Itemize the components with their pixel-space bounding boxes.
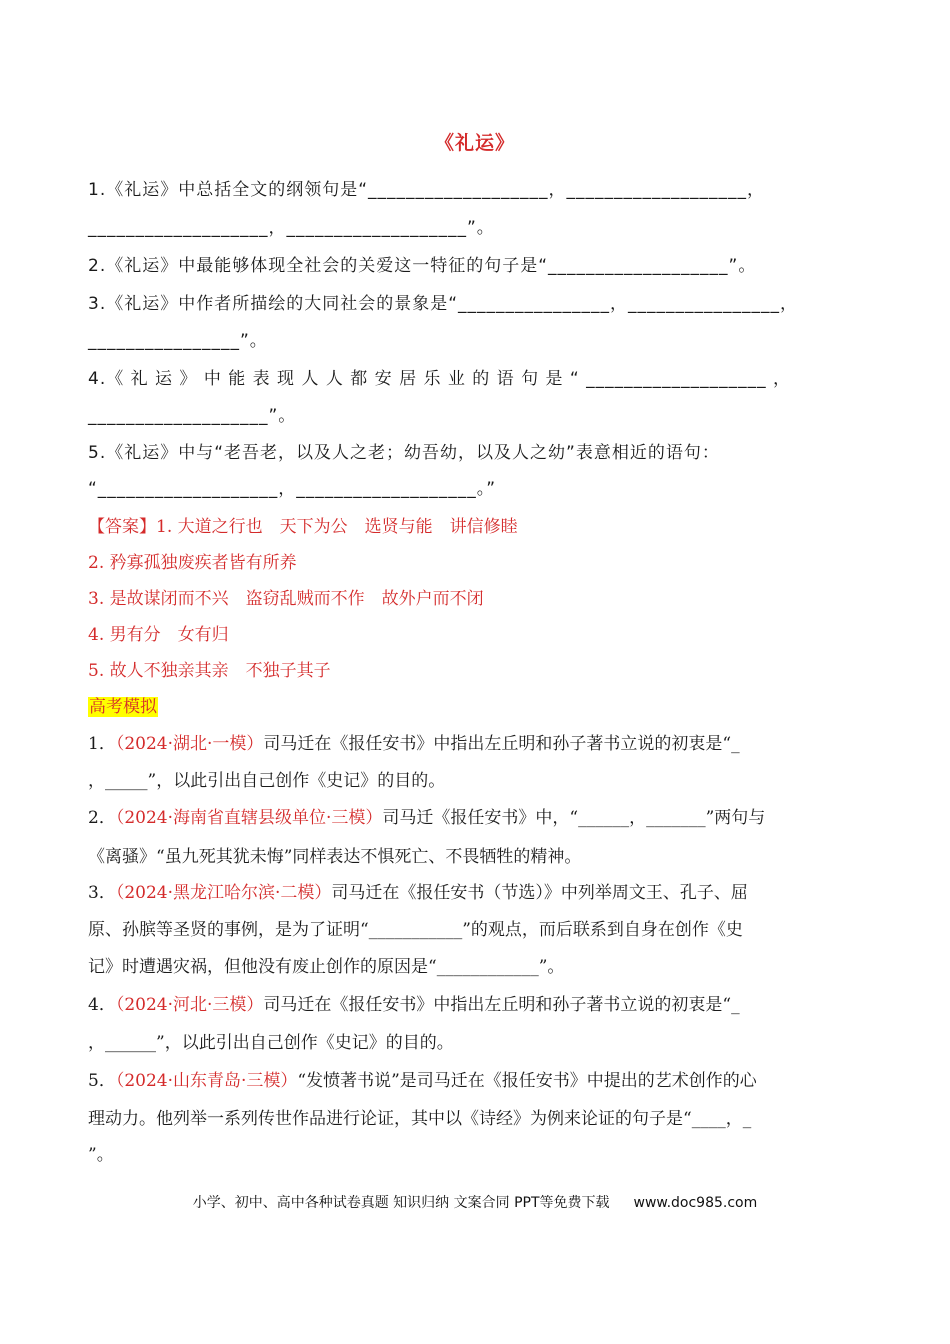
mock-item-2-line-2: 《离骚》“虽九死其犹未悔”同样表达不惧死亡、不畏牺牲的精神。 bbox=[88, 847, 582, 867]
mock-item-5-number: 5． bbox=[88, 1071, 116, 1091]
mock-item-4-line-2: ，______”，以此引出自己创作《史记》的目的。 bbox=[88, 1033, 454, 1053]
mock-item-1-line-2: ，_____”，以此引出自己创作《史记》的目的。 bbox=[88, 771, 446, 791]
answer-5: 5. 故人不独亲其亲 不独子其子 bbox=[88, 661, 331, 681]
question-4-line-1: 4.《 礼 运 》 中 能 表 现 人 人 都 安 居 乐 业 的 语 句 是 “ ___________________ ， bbox=[88, 369, 792, 389]
answer-3: 3. 是故谋闭而不兴 盗窃乱贼而不作 故外户而不闭 bbox=[88, 589, 484, 609]
mock-item-5-line-1 bbox=[88, 1069, 863, 1093]
mock-item-2-source: （2024·海南省直辖县级单位·三模） bbox=[115, 808, 383, 828]
mock-item-2-line-1 bbox=[88, 806, 863, 830]
answer-line-1 bbox=[88, 515, 863, 539]
answer-1: 1. 大道之行也 天下为公 选贤与能 讲信修睦 bbox=[156, 517, 518, 537]
mock-heading-line bbox=[88, 695, 863, 719]
question-2: 2.《礼运》中最能够体现全社会的关爱这一特征的句子是“___________________”。 bbox=[88, 256, 757, 276]
mock-item-1-line-1 bbox=[88, 732, 863, 756]
mock-item-3-line-1 bbox=[88, 881, 863, 905]
mock-item-1-text: 司马迁在《报任安书》中指出左丘明和孙子著书立说的初衷是“_ bbox=[263, 734, 740, 754]
mock-item-5-line-2: 理动力。他列举一系列传世作品进行论证，其中以《诗经》为例来论证的句子是“____，_ bbox=[88, 1109, 752, 1129]
footer-text: 小学、初中、高中各种试卷真题 知识归纳 文案合同 PPT等免费下载 bbox=[192, 1195, 610, 1211]
answer-4: 4. 男有分 女有归 bbox=[88, 625, 229, 645]
answer-tag: 【答案】 bbox=[88, 517, 156, 537]
footer-url: www.doc985.com bbox=[633, 1195, 758, 1211]
mock-item-4-text: 司马迁在《报任安书》中指出左丘明和孙子著书立说的初衷是“_ bbox=[263, 995, 740, 1015]
answer-2: 2. 矜寡孤独废疾者皆有所养 bbox=[88, 553, 297, 573]
mock-item-4-line-1 bbox=[88, 993, 863, 1017]
mock-item-3-line-2: 原、孙膑等圣贤的事例，是为了证明“___________”的观点，而后联系到自身在创作《史 bbox=[88, 920, 743, 940]
question-1-line-1: 1.《礼运》中总括全文的纲领句是“___________________，___________________， bbox=[88, 180, 766, 200]
mock-item-3-source: （2024·黑龙江哈尔滨·二模） bbox=[115, 883, 332, 903]
footer bbox=[0, 1192, 950, 1212]
mock-item-3-number: 3． bbox=[88, 883, 116, 903]
question-3-line-1: 3.《礼运》中作者所描绘的大同社会的景象是“________________，________________， bbox=[88, 294, 799, 314]
question-5-line-2: “___________________，___________________。” bbox=[88, 479, 497, 499]
mock-item-3-line-3: 记》时遭遇灾祸，但他没有废止创作的原因是“____________”。 bbox=[88, 957, 565, 977]
mock-item-1-number: 1． bbox=[88, 734, 116, 754]
page-title: 《礼运》 bbox=[434, 132, 515, 154]
mock-item-5-line-3: ”。 bbox=[88, 1145, 114, 1165]
mock-item-4-source: （2024·河北·三模） bbox=[115, 995, 264, 1015]
question-1-line-2: ___________________，___________________”。 bbox=[88, 218, 495, 238]
mock-item-2-text: 司马迁《报任安书》中，“______，_______”两句与 bbox=[382, 808, 766, 828]
mock-heading: 高考模拟 bbox=[89, 697, 157, 717]
question-4-line-2: ___________________”。 bbox=[88, 406, 297, 426]
question-3-line-2: ________________”。 bbox=[88, 331, 268, 351]
question-5-line-1: 5.《礼运》中与“老吾老，以及人之老；幼吾幼，以及人之幼”表意相近的语句： bbox=[88, 443, 720, 463]
mock-item-5-text: “发愤著书说”是司马迁在《报任安书》中提出的艺术创作的心 bbox=[297, 1071, 757, 1091]
mock-item-1-source: （2024·湖北·一模） bbox=[115, 734, 264, 754]
mock-item-2-number: 2． bbox=[88, 808, 116, 828]
mock-item-3-text: 司马迁在《报任安书（节选）》中列举周文王、孔子、屈 bbox=[331, 883, 748, 903]
mock-item-5-source: （2024·山东青岛·三模） bbox=[115, 1071, 298, 1091]
mock-item-4-number: 4． bbox=[88, 995, 116, 1015]
